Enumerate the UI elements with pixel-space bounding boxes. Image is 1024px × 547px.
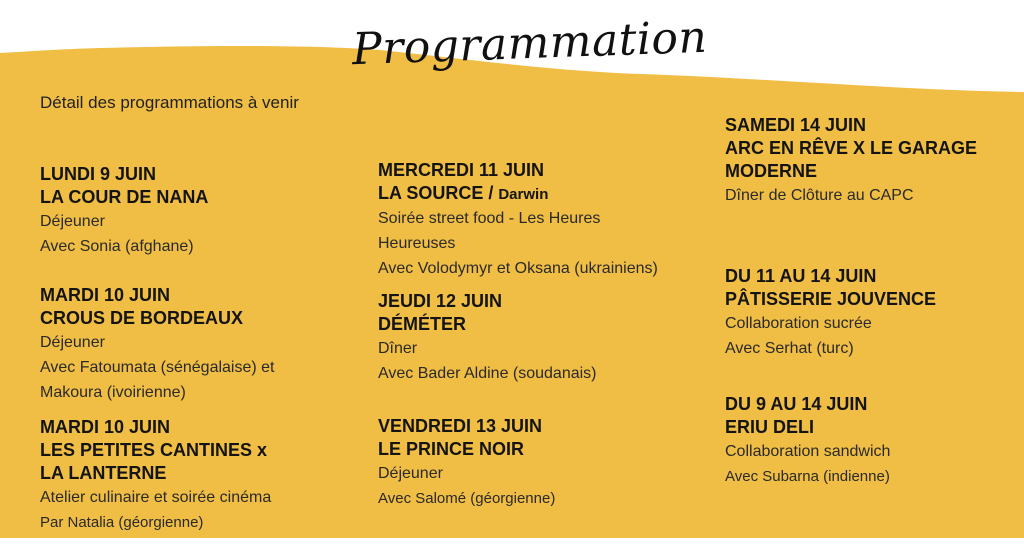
event-detail: Déjeuner (40, 334, 105, 351)
event-mercredi-11-juin (378, 159, 658, 281)
event-detail: Dîner (378, 340, 418, 357)
event-detail: Déjeuner (40, 213, 105, 230)
event-detail: Avec Fatoumata (sénégalaise) et (40, 359, 275, 376)
event-date: VENDREDI 13 JUIN (378, 416, 543, 436)
event-name: LE PRINCE NOIR (378, 439, 525, 459)
event-name: PÂTISSERIE JOUVENCE (725, 289, 937, 309)
event-date: MARDI 10 JUIN (40, 417, 171, 437)
event-detail: Soirée street food - Les Heures (378, 210, 601, 227)
event-detail: Avec Bader Aldine (soudanais) (378, 365, 597, 382)
event-jeudi-12-juin (378, 290, 597, 386)
event-mardi-10-juin-cantines (40, 416, 271, 535)
event-name: CROUS DE BORDEAUX (40, 308, 244, 328)
intro-text: Détail des programmations à venir (40, 93, 299, 112)
event-name: ERIU DELI (725, 417, 815, 437)
event-date: DU 11 AU 14 JUIN (725, 266, 877, 286)
event-du-9-au-14-juin (725, 393, 890, 489)
event-detail: Déjeuner (378, 465, 443, 482)
event-date: MERCREDI 11 JUIN (378, 160, 545, 180)
event-detail: Avec Sonia (afghane) (40, 238, 194, 255)
page-title: Programmation (351, 11, 709, 76)
event-detail: Atelier culinaire et soirée cinéma (40, 489, 272, 506)
event-detail: Avec Salomé (géorgienne) (378, 490, 556, 507)
event-date: DU 9 AU 14 JUIN (725, 394, 868, 414)
event-name-line (378, 182, 658, 206)
event-date: LUNDI 9 JUIN (40, 164, 157, 184)
event-detail: Avec Volodymyr et Oksana (ukrainiens) (378, 260, 658, 277)
event-mardi-10-juin-crous (40, 284, 275, 405)
event-detail: Heureuses (378, 235, 456, 252)
event-date: MARDI 10 JUIN (40, 285, 171, 305)
event-name-2: MODERNE (725, 161, 818, 181)
event-date: SAMEDI 14 JUIN (725, 115, 867, 135)
event-detail: Dîner de Clôture au CAPC (725, 187, 914, 204)
event-date: JEUDI 12 JUIN (378, 291, 503, 311)
event-name-2: LA LANTERNE (40, 463, 167, 483)
event-name: LA SOURCE / (378, 183, 499, 203)
event-name: LES PETITES CANTINES x (40, 440, 268, 460)
event-detail: Avec Serhat (turc) (725, 340, 854, 357)
event-detail: Collaboration sandwich (725, 443, 891, 460)
event-detail: Par Natalia (géorgienne) (40, 514, 204, 531)
event-name: LA COUR DE NANA (40, 187, 209, 207)
event-detail: Makoura (ivoirienne) (40, 384, 186, 401)
event-detail: Collaboration sucrée (725, 315, 872, 332)
event-lundi-9-juin (40, 163, 208, 259)
event-samedi-14-juin (725, 114, 977, 208)
event-vendredi-13-juin (378, 415, 555, 511)
event-name-sub: Darwin (498, 186, 549, 203)
event-name: DÉMÉTER (378, 314, 467, 334)
event-du-11-au-14-juin (725, 265, 936, 361)
event-detail: Avec Subarna (indienne) (725, 468, 890, 485)
bottom-edge (0, 538, 1024, 547)
event-name: ARC EN RÊVE X LE GARAGE (725, 138, 978, 158)
